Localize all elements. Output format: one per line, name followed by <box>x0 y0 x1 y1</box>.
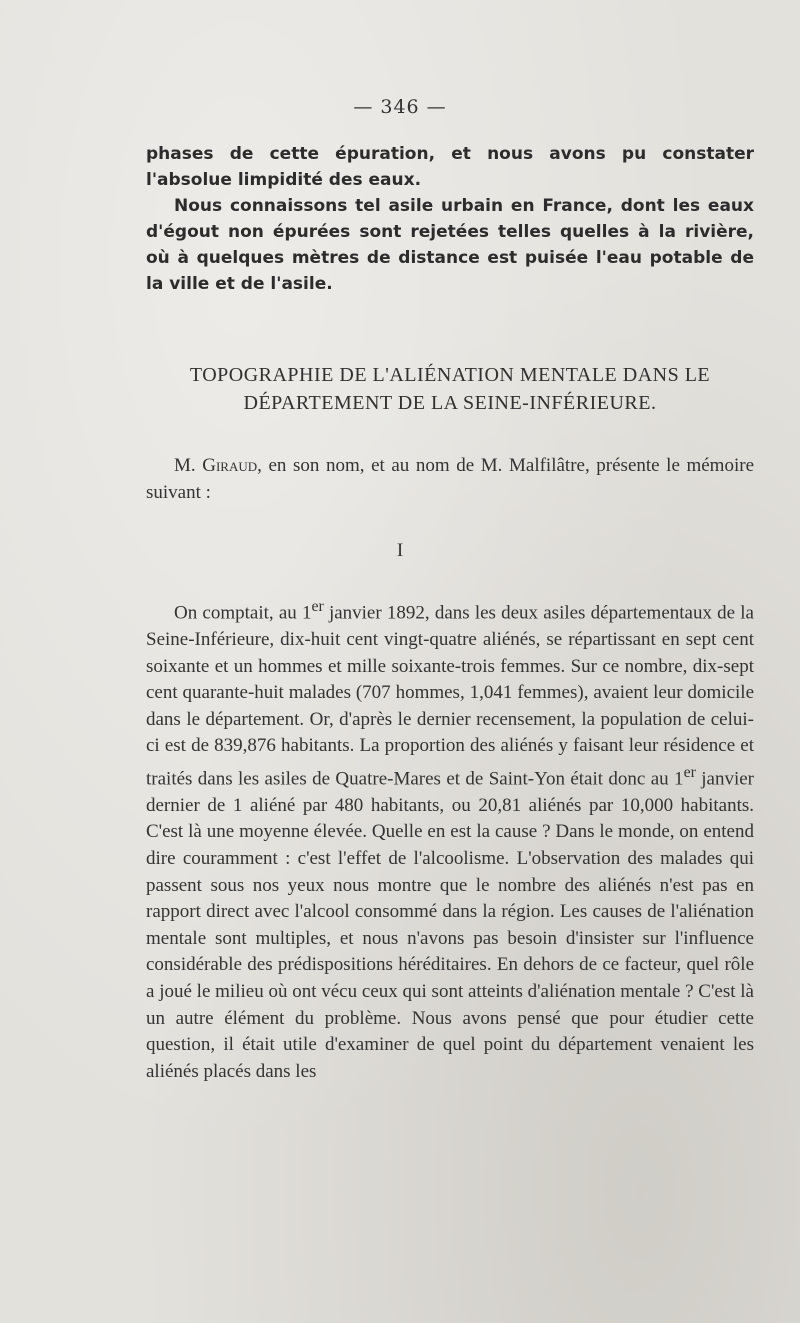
main-text-part-1: On comptait, au 1 <box>174 602 312 624</box>
intro-paragraph <box>146 453 754 506</box>
ordinal-superscript-1: er <box>311 598 324 615</box>
section-heading-line-1: TOPOGRAPHIE DE L'ALIÉNATION MENTALE DANS LE <box>189 364 711 386</box>
main-text-part-2: janvier 1892, dans les deux asiles départementaux de la Seine-Inférieure, dix-huit cent vingt-quatre aliénés, se répartissant en sept cent soixante et un hommes et mille soixante-trois femmes. Sur ce nombre, dix-sept cent quarante-huit malades (707 hommes, 1,041 femmes), avaient leur domicile dans le département. Or, d'après le dernier recensement, la population de celui-ci est de 839,876 habitants. La proportion des aliénés y faisant leur résidence et traités dans les asiles de Quatre-Mares et de Saint-Yon était donc au 1 <box>146 602 754 790</box>
intro-text: , en son nom, et au nom de M. Malfilâtre, présente le mémoire suivant : <box>146 455 754 503</box>
paragraph-asile-urbain-text: Nous connaissons tel asile urbain en France, dont les eaux d'égout non épurées sont rejetées telles quelles à la rivière, où à quelques mètres de distance est puisée l'eau potable de la ville et de l'asile. <box>146 196 754 294</box>
main-text-part-3: janvier dernier de 1 aliéné par 480 habitants, ou 20,81 aliénés par 10,000 habitants. C'est là une moyenne élevée. Quelle en est la cause ? Dans le monde, on entend dire couramment : c'est l'effet de l'alcoolisme. L'observation des malades qui passent sous nos yeux nous montre que le nombre des aliénés n'est pas en rapport direct avec l'alcool consommé dans la région. Les causes de l'aliénation mentale sont multiples, et nous n'avons pas besoin d'insister sur l'influence considérable des prédispositions héréditaires. En dehors de ce facteur, quel rôle a joué le milieu où ont vécu ceux qui sont atteints d'aliénation mentale ? C'est là un autre élément du problème. Nous avons pensé que pour étudier cette question, il était utile d'examiner de quel point du département venaient les aliénés placés dans les <box>146 768 754 1082</box>
paragraph-continuation: phases de cette épuration, et nous avons pu constater l'absolue limpidité des eaux. <box>146 144 754 190</box>
ordinal-superscript-2: er <box>683 763 696 781</box>
section-numeral: I <box>396 540 404 561</box>
main-paragraph <box>146 594 754 1085</box>
intro-prefix: M. <box>174 455 196 476</box>
page-number: — 346 — <box>353 96 447 118</box>
section-heading-line-2: DÉPARTEMENT DE LA SEINE-INFÉRIEURE. <box>243 392 657 414</box>
section-heading <box>146 361 754 417</box>
paragraph-asile-urbain <box>146 193 754 297</box>
author-name: Giraud <box>202 455 258 476</box>
continued-text <box>146 141 754 297</box>
